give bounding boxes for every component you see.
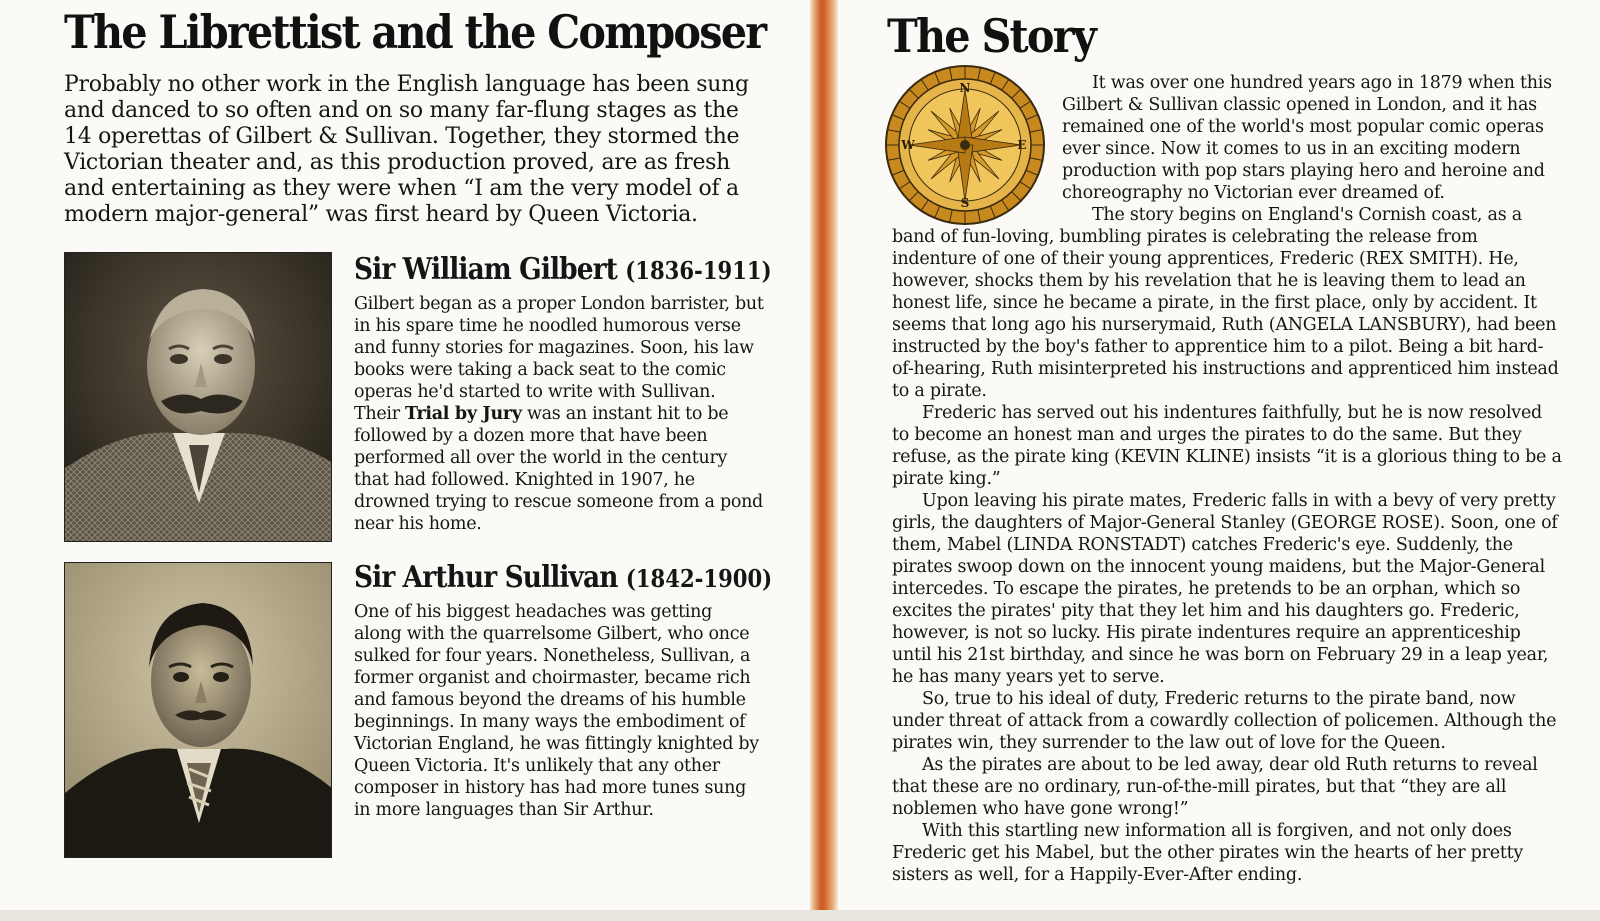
right-page-title: The Story: [887, 9, 1095, 63]
compass-e-label: E: [1017, 138, 1027, 152]
book-spine: [810, 0, 838, 910]
story-paragraph: The story begins on England's Cornish coast, as a band of fun-loving, bumbling pirates is celebrating the release from indenture of one of their young apprentices, Frederic (REX SMITH). He, however, shocks them by his revelation that he is leaving them to lead an honest life, since he became a pirate, in the first place, only by accident. It seems that long ago his nurserymaid, Ruth (ANGELA LANSBURY), had been instructed by the boy's father to apprentice him to a pilot. Being a bit hard-of-hearing, Ruth misinterpreted his instructions and apprenticed him instead to a pirate.: [892, 205, 1559, 401]
sullivan-years: (1842-1900): [625, 564, 773, 593]
trial-by-jury-title: Trial by Jury: [405, 404, 522, 424]
gilbert-portrait-image: [65, 253, 332, 542]
compass-s-label: S: [960, 196, 970, 210]
gilbert-years: (1836-1911): [625, 256, 772, 285]
gilbert-bio-text: [354, 293, 764, 535]
compass-float-spacer: [892, 72, 1054, 212]
sullivan-bio: [354, 560, 773, 821]
story-paragraph: With this startling new information all is forgiven, and not only does Frederic get his Mabel, but the other pirates win the hearts of her pretty sisters as well, for a Happily-Ever-After ending.: [892, 821, 1524, 885]
sullivan-portrait-image: [65, 563, 332, 858]
compass-n-label: N: [959, 81, 971, 95]
gilbert-portrait: [64, 252, 332, 542]
left-page-title: The Librettist and the Composer: [64, 5, 766, 59]
scan-bottom-edge: [0, 910, 1600, 921]
gilbert-heading: [354, 252, 772, 289]
gilbert-bio: [354, 252, 772, 535]
story-paragraph: It was over one hundred years ago in 1879 when this Gilbert & Sullivan classic opened in London, and it has remained one of the world's most popular comic operas ever since. Now it comes to us in an exciting modern production with pop stars playing hero and heroine and choreography no Victorian ever dreamed of.: [1062, 73, 1552, 203]
story-paragraph: As the pirates are about to be led away, dear old Ruth returns to reveal that these are no ordinary, run-of-the-mill pirates, but that “they are all noblemen who have gone wrong!”: [892, 755, 1538, 819]
compass-w-label: W: [901, 138, 915, 152]
intro-paragraph: Probably no other work in the English language has been sung and danced to so often and on so many far-flung stages as the 14 operettas of Gilbert & Sullivan. Together, they stormed the Victorian theater and, as this production proved, are as fresh and entertaining as they were when “I am the very model of a modern major-general” was first heard by Queen Victoria.: [64, 72, 749, 227]
sullivan-portrait: [64, 562, 332, 858]
story-paragraph: Frederic has served out his indentures faithfully, but he is now resolved to become an honest man and urges the pirates to do the same. But they refuse, as the pirate king (KEVIN KLINE) insists “it is a glorious thing to be a pirate king.”: [892, 403, 1562, 489]
sullivan-heading: [354, 560, 773, 597]
right-page: [838, 0, 1600, 910]
gilbert-bio-part-2: was an instant hit to be followed by a dozen more that have been performed all over the world in the century that had followed. Knighted in 1907, he drowned trying to rescue someone from a pond near his home.: [354, 404, 763, 534]
story-paragraph: Upon leaving his pirate mates, Frederic falls in with a bevy of very pretty girls, the daughters of Major-General Stanley (GEORGE ROSE). Soon, one of them, Mabel (LINDA RONSTADT) catches Frederic's eye. Suddenly, the pirates swoop down on the innocent young maidens, but the Major-General intercedes. To escape the pirates, he pretends to be an orphan, which so excites the pirates' pity that they let him and his daughters go. Frederic, however, is not so lucky. His pirate indentures require an apprenticeship until his 21st birthday, and since he was born on February 29 in a leap year, he has many years yet to serve.: [892, 491, 1558, 687]
sullivan-name: Sir Arthur Sullivan: [354, 560, 618, 595]
gilbert-bio-part-1: Gilbert began as a proper London barrister, but in his spare time he noodled humorous verse and funny stories for magazines. Soon, his law books were taking a back seat to the comic operas he'd started to write with Sullivan. Their: [354, 294, 764, 424]
story-paragraph: So, true to his ideal of duty, Frederic returns to the pirate band, now under threat of attack from a cowardly collection of policemen. Although the pirates win, they surrender to the law out of love for the Queen.: [892, 689, 1557, 753]
sullivan-bio-text: One of his biggest headaches was getting along with the quarrelsome Gilbert, who once sulked for four years. Nonetheless, Sullivan, a former organist and choirmaster, became rich and famous beyond the dreams of his humble beginnings. In many ways the embodiment of Victorian England, he was fittingly knighted by Queen Victoria. It's unlikely that any other composer in history has had more tunes sung in more languages than Sir Arthur.: [354, 602, 759, 820]
story-text: [892, 72, 1562, 886]
gilbert-name: Sir William Gilbert: [354, 252, 617, 287]
